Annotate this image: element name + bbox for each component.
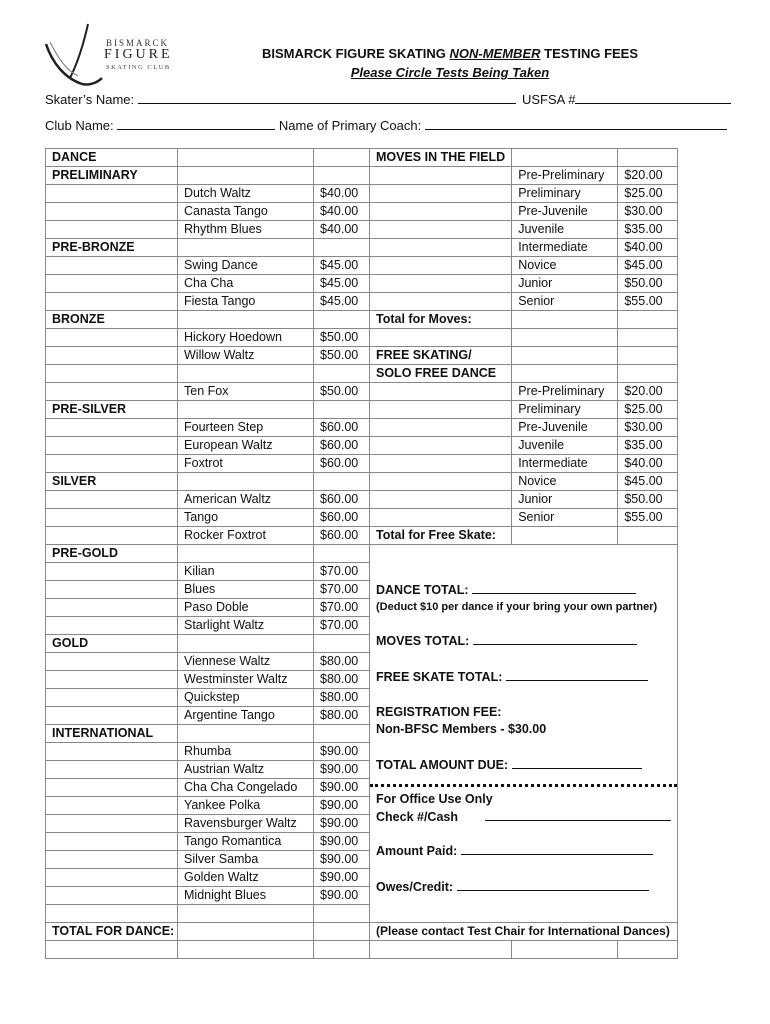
category-cell [46,797,178,815]
dance-name-cell [178,473,314,491]
level-cell: Preliminary [512,401,618,419]
table-row [46,239,678,257]
table-row [46,527,678,545]
level-cell: Junior [512,275,618,293]
category-cell [46,365,178,383]
club-name-label: Club Name: [45,118,114,133]
table-row [46,455,678,473]
amount-paid-label: Amount Paid: [376,842,671,860]
level-fee-cell [618,311,678,329]
level-fee-cell: $20.00 [618,383,678,401]
dance-name-cell: Yankee Polka [178,797,314,815]
dance-name-cell: Ten Fox [178,383,314,401]
dance-fee-cell: $80.00 [314,689,370,707]
category-cell [46,221,178,239]
level-cell [512,329,618,347]
logo-line-2: FIGURE [104,47,173,62]
level-cell [512,347,618,365]
table-row [46,185,678,203]
level-cell: Senior [512,293,618,311]
category-cell [46,905,178,923]
check-cash-label: Check #/Cash [376,808,671,826]
category-cell [46,383,178,401]
level-fee-cell: $45.00 [618,473,678,491]
table-row [46,275,678,293]
level-fee-cell: $30.00 [618,203,678,221]
category-cell [46,941,178,959]
dance-name-cell: Midnight Blues [178,887,314,905]
level-fee-cell [618,347,678,365]
skater-name-label: Skater’s Name: [45,92,135,107]
category-cell [46,455,178,473]
category-cell [46,689,178,707]
registration-fee-label: REGISTRATION FEE: [376,705,502,719]
dance-fee-cell: $90.00 [314,869,370,887]
category-cell [46,419,178,437]
level-fee-cell: $40.00 [618,239,678,257]
table-row [46,311,678,329]
category-cell [46,581,178,599]
dance-name-cell: Tango [178,509,314,527]
level-fee-cell [618,149,678,167]
dance-fee-cell: $90.00 [314,761,370,779]
section-cell [370,257,512,275]
dance-name-cell: Rhythm Blues [178,221,314,239]
level-cell: Pre-Juvenile [512,203,618,221]
section-cell [370,329,512,347]
category-cell: PRELIMINARY [46,167,178,185]
table-row [46,149,678,167]
level-cell: Pre-Preliminary [512,383,618,401]
section-cell [370,455,512,473]
category-cell: PRE-SILVER [46,401,178,419]
table-row [46,221,678,239]
dance-fee-cell: $70.00 [314,563,370,581]
level-fee-cell: $30.00 [618,419,678,437]
dance-name-cell [178,365,314,383]
dance-name-cell [178,923,314,941]
dance-fee-cell: $60.00 [314,491,370,509]
non-bfsc-fee: Non-BFSC Members - $30.00 [376,722,547,736]
dance-fee-cell [314,401,370,419]
moves-total-field[interactable] [473,632,637,645]
dance-name-cell [178,149,314,167]
section-cell [370,167,512,185]
level-cell: Novice [512,257,618,275]
coach-label: Name of Primary Coach: [278,118,422,133]
category-cell: INTERNATIONAL [46,725,178,743]
section-cell: (Please contact Test Chair for International Dances) [370,923,678,941]
level-cell: Pre-Juvenile [512,419,618,437]
table-row [46,257,678,275]
level-cell [512,941,618,959]
dance-name-cell: Willow Waltz [178,347,314,365]
dance-fee-cell [314,149,370,167]
owes-credit-field[interactable] [457,878,649,891]
category-cell [46,491,178,509]
dance-fee-cell: $40.00 [314,221,370,239]
dance-name-cell: Quickstep [178,689,314,707]
level-fee-cell: $50.00 [618,491,678,509]
dance-name-cell [178,167,314,185]
dance-name-cell: Fourteen Step [178,419,314,437]
dance-name-cell: Austrian Waltz [178,761,314,779]
usfsa-line [522,90,731,107]
dance-name-cell [178,725,314,743]
logo-line-3: SKATING CLUB [106,64,171,71]
category-cell [46,707,178,725]
dance-name-cell: Silver Samba [178,851,314,869]
dance-name-cell: Viennese Waltz [178,653,314,671]
table-row [46,509,678,527]
category-cell [46,563,178,581]
dance-fee-cell [314,239,370,257]
dance-fee-cell: $80.00 [314,707,370,725]
category-cell [46,869,178,887]
total-amount-due-field[interactable] [512,756,642,769]
dance-name-cell: Ravensburger Waltz [178,815,314,833]
dance-fee-cell: $90.00 [314,815,370,833]
table-row [46,545,678,563]
level-fee-cell [618,527,678,545]
level-cell [512,527,618,545]
category-cell [46,887,178,905]
category-cell [46,185,178,203]
level-cell: Intermediate [512,455,618,473]
dance-name-cell [178,545,314,563]
dance-name-cell: Blues [178,581,314,599]
dance-fee-cell: $90.00 [314,797,370,815]
title-emphasis: NON-MEMBER [449,46,541,61]
dance-name-cell: Foxtrot [178,455,314,473]
section-cell [370,473,512,491]
club-logo [44,22,174,92]
dance-fee-cell [314,311,370,329]
section-cell: Total for Moves: [370,311,512,329]
dance-name-cell: Canasta Tango [178,203,314,221]
section-cell: Total for Free Skate: [370,527,512,545]
dance-name-cell: Rhumba [178,743,314,761]
dance-total-field[interactable] [472,581,636,594]
table-row [46,473,678,491]
dance-fee-cell [314,725,370,743]
skater-swoosh-icon [44,22,104,92]
dance-fee-cell: $60.00 [314,437,370,455]
dance-fee-cell [314,365,370,383]
dance-fee-cell: $50.00 [314,347,370,365]
dance-name-cell: Fiesta Tango [178,293,314,311]
table-row [46,437,678,455]
table-row [46,347,678,365]
category-cell [46,833,178,851]
dance-fee-cell [314,941,370,959]
level-fee-cell: $55.00 [618,293,678,311]
category-cell: PRE-BRONZE [46,239,178,257]
level-cell: Juvenile [512,437,618,455]
level-fee-cell [618,941,678,959]
section-cell [370,383,512,401]
dance-name-cell: Dutch Waltz [178,185,314,203]
level-fee-cell: $50.00 [618,275,678,293]
moves-total-label: MOVES TOTAL: [376,632,671,650]
category-cell [46,257,178,275]
category-cell: SILVER [46,473,178,491]
dance-fee-cell: $90.00 [314,779,370,797]
dance-fee-cell [314,905,370,923]
coach-field[interactable] [425,116,727,130]
category-cell: BRONZE [46,311,178,329]
table-row [46,329,678,347]
dance-fee-cell: $50.00 [314,329,370,347]
dance-fee-cell: $60.00 [314,509,370,527]
category-cell [46,815,178,833]
dance-fee-cell [314,635,370,653]
table-row [46,167,678,185]
category-cell [46,509,178,527]
level-cell: Novice [512,473,618,491]
dance-name-cell: Paso Doble [178,599,314,617]
level-fee-cell: $55.00 [618,509,678,527]
dance-fee-cell: $90.00 [314,851,370,869]
level-cell [512,311,618,329]
dance-name-cell: Argentine Tango [178,707,314,725]
table-row [46,293,678,311]
section-cell [370,509,512,527]
dance-name-cell: Cha Cha [178,275,314,293]
dance-name-cell [178,239,314,257]
category-cell [46,743,178,761]
category-cell [46,293,178,311]
table-row [46,941,678,959]
dance-fee-cell [314,473,370,491]
dance-fee-cell: $80.00 [314,653,370,671]
dance-fee-cell: $70.00 [314,581,370,599]
category-cell [46,761,178,779]
category-cell [46,275,178,293]
category-cell: DANCE [46,149,178,167]
club-name-field[interactable] [117,116,275,130]
dance-fee-cell [314,923,370,941]
category-cell: TOTAL FOR DANCE: [46,923,178,941]
level-cell [512,365,618,383]
dance-fee-cell: $90.00 [314,887,370,905]
table-row [46,923,678,941]
category-cell [46,617,178,635]
level-fee-cell: $20.00 [618,167,678,185]
dance-fee-cell: $40.00 [314,203,370,221]
section-cell [370,239,512,257]
dance-name-cell [178,401,314,419]
category-cell: PRE-GOLD [46,545,178,563]
fees-table [45,148,678,959]
category-cell [46,329,178,347]
level-cell [512,149,618,167]
level-fee-cell [618,365,678,383]
section-cell: FREE SKATING/ [370,347,512,365]
dance-name-cell: Westminster Waltz [178,671,314,689]
dance-total-label: DANCE TOTAL: [376,581,671,599]
section-cell [370,419,512,437]
level-cell: Junior [512,491,618,509]
level-cell: Intermediate [512,239,618,257]
table-row [46,203,678,221]
club-name-line [45,116,727,133]
deduct-note: (Deduct $10 per dance if your bring your own partner) [376,601,658,613]
category-cell [46,527,178,545]
dance-name-cell [178,941,314,959]
section-cell [370,941,512,959]
level-cell: Preliminary [512,185,618,203]
skater-name-field[interactable] [138,90,516,104]
section-cell [370,491,512,509]
dance-name-cell: American Waltz [178,491,314,509]
page-subtitle: Please Circle Tests Being Taken [350,65,550,80]
table-row [46,365,678,383]
dance-fee-cell: $90.00 [314,833,370,851]
category-cell [46,779,178,797]
category-cell [46,671,178,689]
dance-fee-cell: $70.00 [314,599,370,617]
section-cell [370,275,512,293]
dance-name-cell [178,635,314,653]
category-cell [46,653,178,671]
level-fee-cell: $40.00 [618,455,678,473]
dance-name-cell [178,905,314,923]
category-cell [46,347,178,365]
section-cell [370,437,512,455]
section-cell [370,203,512,221]
usfsa-label: USFSA # [522,92,576,107]
level-cell: Juvenile [512,221,618,239]
office-use-label: For Office Use Only [376,792,493,806]
level-fee-cell [618,329,678,347]
dance-name-cell: Starlight Waltz [178,617,314,635]
dance-name-cell: Hickory Hoedown [178,329,314,347]
category-cell [46,599,178,617]
table-row [46,401,678,419]
dance-fee-cell: $60.00 [314,455,370,473]
level-fee-cell: $35.00 [618,437,678,455]
category-cell [46,851,178,869]
section-cell: SOLO FREE DANCE [370,365,512,383]
dance-fee-cell [314,545,370,563]
check-cash-field[interactable] [485,808,671,821]
category-cell [46,437,178,455]
level-fee-cell: $25.00 [618,401,678,419]
owes-credit-label: Owes/Credit: [376,878,671,896]
level-cell: Senior [512,509,618,527]
dance-fee-cell: $60.00 [314,419,370,437]
dance-fee-cell: $45.00 [314,257,370,275]
dance-fee-cell [314,167,370,185]
totals-panel [370,545,678,923]
table-row [46,383,678,401]
page-title: BISMARCK FIGURE SKATING NON-MEMBER TESTING FEES [261,46,639,61]
category-cell: GOLD [46,635,178,653]
level-fee-cell: $45.00 [618,257,678,275]
free-skate-total-field[interactable] [506,668,648,681]
level-fee-cell: $25.00 [618,185,678,203]
skater-name-line [45,90,516,107]
level-fee-cell: $35.00 [618,221,678,239]
dance-fee-cell: $90.00 [314,743,370,761]
dance-name-cell [178,311,314,329]
dance-name-cell: Swing Dance [178,257,314,275]
dance-name-cell: Rocker Foxtrot [178,527,314,545]
dance-name-cell: Tango Romantica [178,833,314,851]
free-skate-total-label: FREE SKATE TOTAL: [376,668,671,686]
level-cell: Pre-Preliminary [512,167,618,185]
section-cell: MOVES IN THE FIELD [370,149,512,167]
amount-paid-field[interactable] [461,842,653,855]
section-cell [370,401,512,419]
category-cell [46,203,178,221]
dance-fee-cell: $80.00 [314,671,370,689]
logo-line-1: BISMARCK [106,38,170,48]
total-amount-due-label: TOTAL AMOUNT DUE: [376,756,671,774]
dance-fee-cell: $40.00 [314,185,370,203]
dance-fee-cell: $50.00 [314,383,370,401]
section-cell [370,185,512,203]
table-row [46,419,678,437]
dance-fee-cell: $70.00 [314,617,370,635]
section-cell [370,293,512,311]
usfsa-field[interactable] [575,90,731,104]
dance-fee-cell: $45.00 [314,275,370,293]
section-cell [370,221,512,239]
dance-fee-cell: $45.00 [314,293,370,311]
dance-name-cell: Cha Cha Congelado [178,779,314,797]
dance-name-cell: Kilian [178,563,314,581]
dance-fee-cell: $60.00 [314,527,370,545]
dance-name-cell: Golden Waltz [178,869,314,887]
table-row [46,491,678,509]
dance-name-cell: European Waltz [178,437,314,455]
